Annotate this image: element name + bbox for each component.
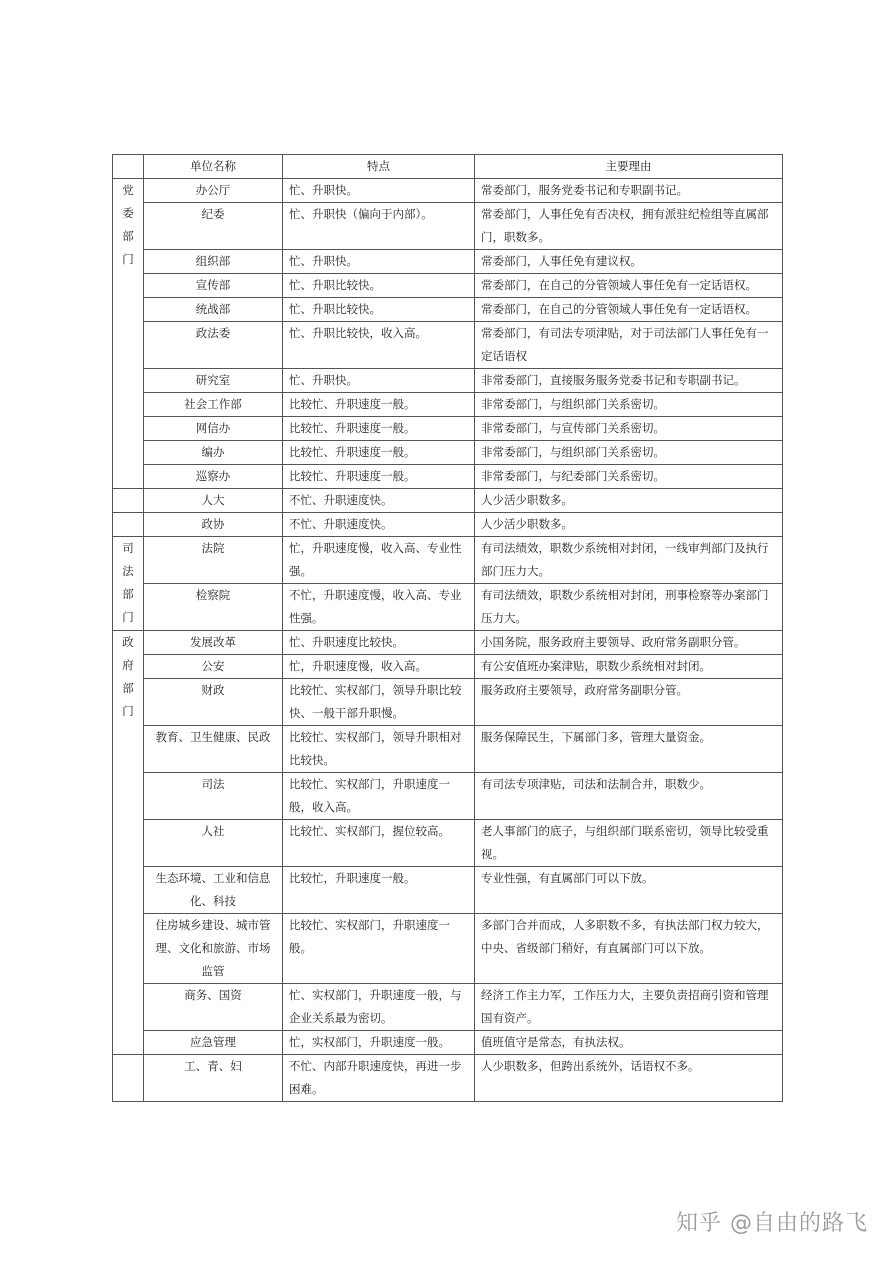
unit-name-cell: 检察院 — [144, 584, 283, 631]
features-cell: 忙、升职快。 — [283, 250, 475, 274]
reasons-cell: 小国务院，服务政府主要领导、政府常务副职分管。 — [475, 631, 783, 655]
unit-name-cell: 人社 — [144, 820, 283, 867]
table-row — [113, 867, 783, 914]
table-row — [113, 417, 783, 441]
features-cell: 比较忙、升职速度一般。 — [283, 417, 475, 441]
reasons-cell: 非常委部门，与宣传部门关系密切。 — [475, 417, 783, 441]
header-reasons: 主要理由 — [475, 155, 783, 179]
reasons-cell: 有司法绩效，职数少系统相对封闭，刑事检察等办案部门压力大。 — [475, 584, 783, 631]
category-cell — [113, 513, 144, 537]
table-row — [113, 820, 783, 867]
table-row — [113, 984, 783, 1031]
unit-name-cell: 组织部 — [144, 250, 283, 274]
unit-name-cell: 编办 — [144, 441, 283, 465]
table-row — [113, 537, 783, 584]
unit-name-cell: 工、青、妇 — [144, 1055, 283, 1102]
unit-name-cell: 商务、国资 — [144, 984, 283, 1031]
features-cell: 比较忙、实权部门，领导升职比较快、一般干部升职慢。 — [283, 679, 475, 726]
reasons-cell: 非常委部门，直接服务服务党委书记和专职副书记。 — [475, 369, 783, 393]
table-row — [113, 1031, 783, 1055]
unit-name-cell: 纪委 — [144, 203, 283, 250]
reasons-cell: 服务保障民生，下属部门多，管理大量资金。 — [475, 726, 783, 773]
features-cell: 忙、实权部门，升职速度一般，与企业关系最为密切。 — [283, 984, 475, 1031]
category-cell — [113, 631, 144, 1055]
reasons-cell: 常委部门，人事任免有建议权。 — [475, 250, 783, 274]
table-row — [113, 179, 783, 203]
unit-name-cell: 宣传部 — [144, 274, 283, 298]
table-row — [113, 584, 783, 631]
features-cell: 不忙、内部升职速度快，再进一步困难。 — [283, 1055, 475, 1102]
reasons-cell: 有司法专项津贴，司法和法制合并，职数少。 — [475, 773, 783, 820]
reasons-cell: 人少活少职数多。 — [475, 513, 783, 537]
category-cell — [113, 179, 144, 489]
unit-name-cell: 统战部 — [144, 298, 283, 322]
features-cell: 比较忙、实权部门，升职速度一般，收入高。 — [283, 773, 475, 820]
reasons-cell: 专业性强，有直属部门可以下放。 — [475, 867, 783, 914]
reasons-cell: 人少职数多，但跨出系统外，话语权不多。 — [475, 1055, 783, 1102]
reasons-cell: 有公安值班办案津贴，职数少系统相对封闭。 — [475, 655, 783, 679]
department-table — [112, 154, 783, 1102]
table-row — [113, 393, 783, 417]
reasons-cell: 多部门合并而成，人多职数不多，有执法部门权力较大，中央、省级部门稍好，有直属部门可以下放。 — [475, 914, 783, 984]
category-label: 司法部门 — [122, 541, 134, 624]
table-row — [113, 489, 783, 513]
unit-name-cell: 办公厅 — [144, 179, 283, 203]
table-row — [113, 914, 783, 984]
unit-name-cell: 政法委 — [144, 322, 283, 369]
unit-name-cell: 住房城乡建设、城市管理、文化和旅游、市场监管 — [144, 914, 283, 984]
features-cell: 忙，实权部门，升职速度一般。 — [283, 1031, 475, 1055]
unit-name-cell: 公安 — [144, 655, 283, 679]
features-cell: 忙、升职比较快。 — [283, 274, 475, 298]
unit-name-cell: 政协 — [144, 513, 283, 537]
table-row — [113, 773, 783, 820]
table-body — [113, 179, 783, 1102]
reasons-cell: 老人事部门的底子，与组织部门联系密切，领导比较受重视。 — [475, 820, 783, 867]
category-cell — [113, 1055, 144, 1102]
unit-name-cell: 网信办 — [144, 417, 283, 441]
header-unit-name: 单位名称 — [144, 155, 283, 179]
features-cell: 忙、升职快。 — [283, 179, 475, 203]
features-cell: 忙、升职速度比较快。 — [283, 631, 475, 655]
features-cell: 忙、升职比较快，收入高。 — [283, 322, 475, 369]
table-row — [113, 631, 783, 655]
reasons-cell: 人少活少职数多。 — [475, 489, 783, 513]
reasons-cell: 非常委部门，与纪委部门关系密切。 — [475, 465, 783, 489]
table-row — [113, 726, 783, 773]
features-cell: 比较忙，升职速度一般。 — [283, 867, 475, 914]
reasons-cell: 值班值守是常态，有执法权。 — [475, 1031, 783, 1055]
category-label: 政府部门 — [122, 635, 134, 718]
header-features: 特点 — [283, 155, 475, 179]
features-cell: 不忙、升职速度快。 — [283, 513, 475, 537]
reasons-cell: 有司法绩效，职数少系统相对封闭，一线审判部门及执行部门压力大。 — [475, 537, 783, 584]
table-row — [113, 369, 783, 393]
table-header-row — [113, 155, 783, 179]
unit-name-cell: 巡察办 — [144, 465, 283, 489]
features-cell: 忙、升职快。 — [283, 369, 475, 393]
table-row — [113, 274, 783, 298]
table-row — [113, 250, 783, 274]
reasons-cell: 常委部门，服务党委书记和专职副书记。 — [475, 179, 783, 203]
table-row — [113, 1055, 783, 1102]
reasons-cell: 非常委部门，与组织部门关系密切。 — [475, 441, 783, 465]
unit-name-cell: 应急管理 — [144, 1031, 283, 1055]
category-cell — [113, 489, 144, 513]
table-row — [113, 679, 783, 726]
features-cell: 忙，升职速度慢，收入高。 — [283, 655, 475, 679]
features-cell: 比较忙、升职速度一般。 — [283, 441, 475, 465]
reasons-cell: 常委部门，在自己的分管领域人事任免有一定话语权。 — [475, 298, 783, 322]
features-cell: 比较忙、实权部门，领导升职相对比较快。 — [283, 726, 475, 773]
reasons-cell: 经济工作主力军，工作压力大，主要负责招商引资和管理国有资产。 — [475, 984, 783, 1031]
reasons-cell: 非常委部门，与组织部门关系密切。 — [475, 393, 783, 417]
features-cell: 不忙，升职速度慢，收入高、专业性强。 — [283, 584, 475, 631]
features-cell: 忙、升职快（偏向于内部）。 — [283, 203, 475, 250]
features-cell: 不忙、升职速度快。 — [283, 489, 475, 513]
reasons-cell: 常委部门，有司法专项津贴，对于司法部门人事任免有一定话语权 — [475, 322, 783, 369]
features-cell: 忙，升职速度慢，收入高、专业性强。 — [283, 537, 475, 584]
table-row — [113, 513, 783, 537]
unit-name-cell: 财政 — [144, 679, 283, 726]
features-cell: 比较忙、升职速度一般。 — [283, 393, 475, 417]
table-row — [113, 441, 783, 465]
unit-name-cell: 教育、卫生健康、民政 — [144, 726, 283, 773]
unit-name-cell: 生态环境、工业和信息化、科技 — [144, 867, 283, 914]
category-label: 党委部门 — [122, 183, 134, 266]
unit-name-cell: 研究室 — [144, 369, 283, 393]
features-cell: 忙、升职比较快。 — [283, 298, 475, 322]
unit-name-cell: 法院 — [144, 537, 283, 584]
reasons-cell: 常委部门，在自己的分管领域人事任免有一定话语权。 — [475, 274, 783, 298]
unit-name-cell: 人大 — [144, 489, 283, 513]
watermark: 知乎 @自由的路飞 — [676, 1211, 868, 1236]
header-category — [113, 155, 144, 179]
table-row — [113, 465, 783, 489]
category-cell — [113, 537, 144, 631]
reasons-cell: 服务政府主要领导，政府常务副职分管。 — [475, 679, 783, 726]
features-cell: 比较忙、实权部门，握位较高。 — [283, 820, 475, 867]
table-row — [113, 655, 783, 679]
unit-name-cell: 发展改革 — [144, 631, 283, 655]
table-row — [113, 298, 783, 322]
features-cell: 比较忙、实权部门，升职速度一般。 — [283, 914, 475, 984]
reasons-cell: 常委部门，人事任免有否决权，拥有派驻纪检组等直属部门，职数多。 — [475, 203, 783, 250]
table-row — [113, 203, 783, 250]
features-cell: 比较忙、升职速度一般。 — [283, 465, 475, 489]
unit-name-cell: 司法 — [144, 773, 283, 820]
table-row — [113, 322, 783, 369]
unit-name-cell: 社会工作部 — [144, 393, 283, 417]
